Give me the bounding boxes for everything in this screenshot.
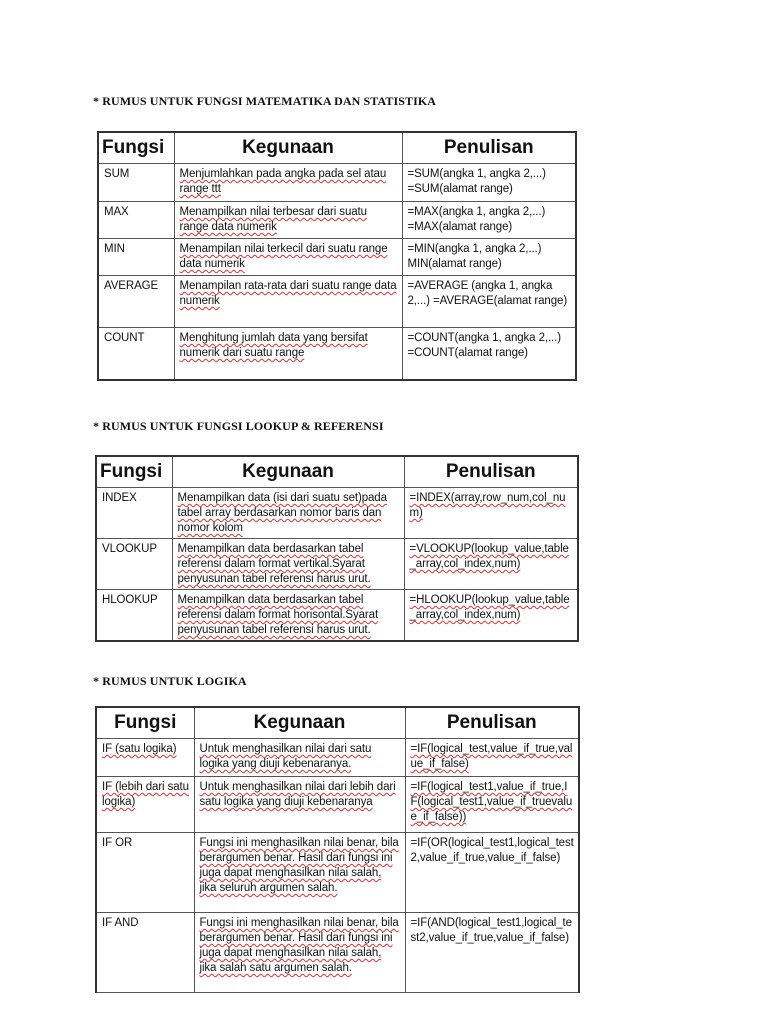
- table-logika: [95, 706, 580, 993]
- cell-fungsi: MIN: [98, 239, 174, 276]
- cell-kegunaan: Fungsi ini menghasilkan nilai benar, bila berargumen benar. Hasil dari fungsi ini juga dapat menghasilkan nilai salah, jika salah satu argumen salah.: [194, 913, 405, 993]
- cell-penulisan: =VLOOKUP(lookup_value,table_array,col_index,num): [404, 539, 578, 590]
- table-row: [96, 913, 579, 993]
- header-penulisan: Penulisan: [402, 132, 576, 164]
- cell-penulisan: =IF(logical_test,value_if_true,value_if_false): [405, 739, 579, 777]
- table-matematika: [97, 131, 577, 381]
- cell-kegunaan: Menampilan nilai terkecil dari suatu range data numerik: [174, 239, 402, 276]
- cell-fungsi: HLOOKUP: [96, 590, 172, 642]
- cell-fungsi: IF AND: [96, 913, 194, 993]
- table-row: [98, 202, 576, 239]
- cell-fungsi: IF (lebih dari satu logika): [96, 777, 194, 833]
- header-penulisan: Penulisan: [404, 456, 578, 488]
- section-title-lookup: * RUMUS UNTUK FUNGSI LOOKUP & REFERENSI: [93, 419, 384, 433]
- header-fungsi: Fungsi: [98, 132, 174, 164]
- table-row: [98, 164, 576, 202]
- cell-fungsi: COUNT: [98, 328, 174, 380]
- table-header-row: [96, 707, 579, 739]
- cell-kegunaan: Fungsi ini menghasilkan nilai benar, bila berargumen benar. Hasil dari fungsi ini juga dapat menghasilkan nilai salah, jika seluruh argumen salah.: [194, 833, 405, 913]
- header-fungsi: Fungsi: [96, 707, 194, 739]
- cell-penulisan: =AVERAGE (angka 1, angka 2,...) =AVERAGE(alamat range): [402, 276, 576, 328]
- cell-kegunaan: Untuk menghasilkan nilai dari lebih dari satu logika yang diuji kebenaranya: [194, 777, 405, 833]
- cell-penulisan: =SUM(angka 1, angka 2,...) =SUM(alamat range): [402, 164, 576, 202]
- cell-penulisan: =COUNT(angka 1, angka 2,...) =COUNT(alamat range): [402, 328, 576, 380]
- table-row: [96, 488, 578, 539]
- header-kegunaan: Kegunaan: [194, 707, 405, 739]
- cell-penulisan: =IF(logical_test1,value_if_true,IF(logical_test1,value_if_truevalue_if_false)): [405, 777, 579, 833]
- section-title-logika: * RUMUS UNTUK LOGIKA: [93, 674, 247, 688]
- cell-fungsi: VLOOKUP: [96, 539, 172, 590]
- cell-fungsi: IF OR: [96, 833, 194, 913]
- table-row: [96, 590, 578, 642]
- cell-penulisan: =HLOOKUP(lookup_value,table_array,col_index,num): [404, 590, 578, 642]
- cell-kegunaan: Menampilkan data (isi dari suatu set)pada tabel array berdasarkan nomor baris dan nomor kolom: [172, 488, 404, 539]
- cell-kegunaan: Menampilkan data berdasarkan tabel referensi dalam format vertikal.Syarat penyusunan tabel referensi harus urut.: [172, 539, 404, 590]
- table-row: [98, 328, 576, 380]
- cell-fungsi: IF (satu logika): [96, 739, 194, 777]
- cell-kegunaan: Untuk menghasilkan nilai dari satu logika yang diuji kebenaranya.: [194, 739, 405, 777]
- header-penulisan: Penulisan: [405, 707, 579, 739]
- cell-penulisan: =INDEX(array,row_num,col_num): [404, 488, 578, 539]
- table-header-row: [96, 456, 578, 488]
- cell-fungsi: INDEX: [96, 488, 172, 539]
- section-title-matematika: * RUMUS UNTUK FUNGSI MATEMATIKA DAN STATISTIKA: [93, 94, 437, 108]
- cell-kegunaan: Menghitung jumlah data yang bersifat numerik dari suatu range: [174, 328, 402, 380]
- cell-penulisan: =MAX(angka 1, angka 2,...) =MAX(alamat range): [402, 202, 576, 239]
- table-header-row: [98, 132, 576, 164]
- table-row: [96, 777, 579, 833]
- table-row: [96, 739, 579, 777]
- header-fungsi: Fungsi: [96, 456, 172, 488]
- cell-kegunaan: Menampilkan data berdasarkan tabel referensi dalam format horisontal.Syarat penyusunan tabel referensi harus urut.: [172, 590, 404, 642]
- table-row: [98, 239, 576, 276]
- cell-fungsi: MAX: [98, 202, 174, 239]
- cell-fungsi: SUM: [98, 164, 174, 202]
- cell-fungsi: AVERAGE: [98, 276, 174, 328]
- cell-penulisan: =IF(OR(logical_test1,logical_test2,value_if_true,value_if_false): [405, 833, 579, 913]
- header-kegunaan: Kegunaan: [174, 132, 402, 164]
- table-row: [96, 539, 578, 590]
- cell-kegunaan: Menampilan rata-rata dari suatu range data numerik: [174, 276, 402, 328]
- cell-penulisan: =MIN(angka 1, angka 2,...) MIN(alamat range): [402, 239, 576, 276]
- cell-kegunaan: Menampilkan nilai terbesar dari suatu range data numerik: [174, 202, 402, 239]
- table-row: [96, 833, 579, 913]
- table-lookup: [95, 455, 579, 642]
- header-kegunaan: Kegunaan: [172, 456, 404, 488]
- cell-kegunaan: Menjumlahkan pada angka pada sel atau range ttt: [174, 164, 402, 202]
- table-row: [98, 276, 576, 328]
- cell-penulisan: =IF(AND(logical_test1,logical_test2,value_if_true,value_if_false): [405, 913, 579, 993]
